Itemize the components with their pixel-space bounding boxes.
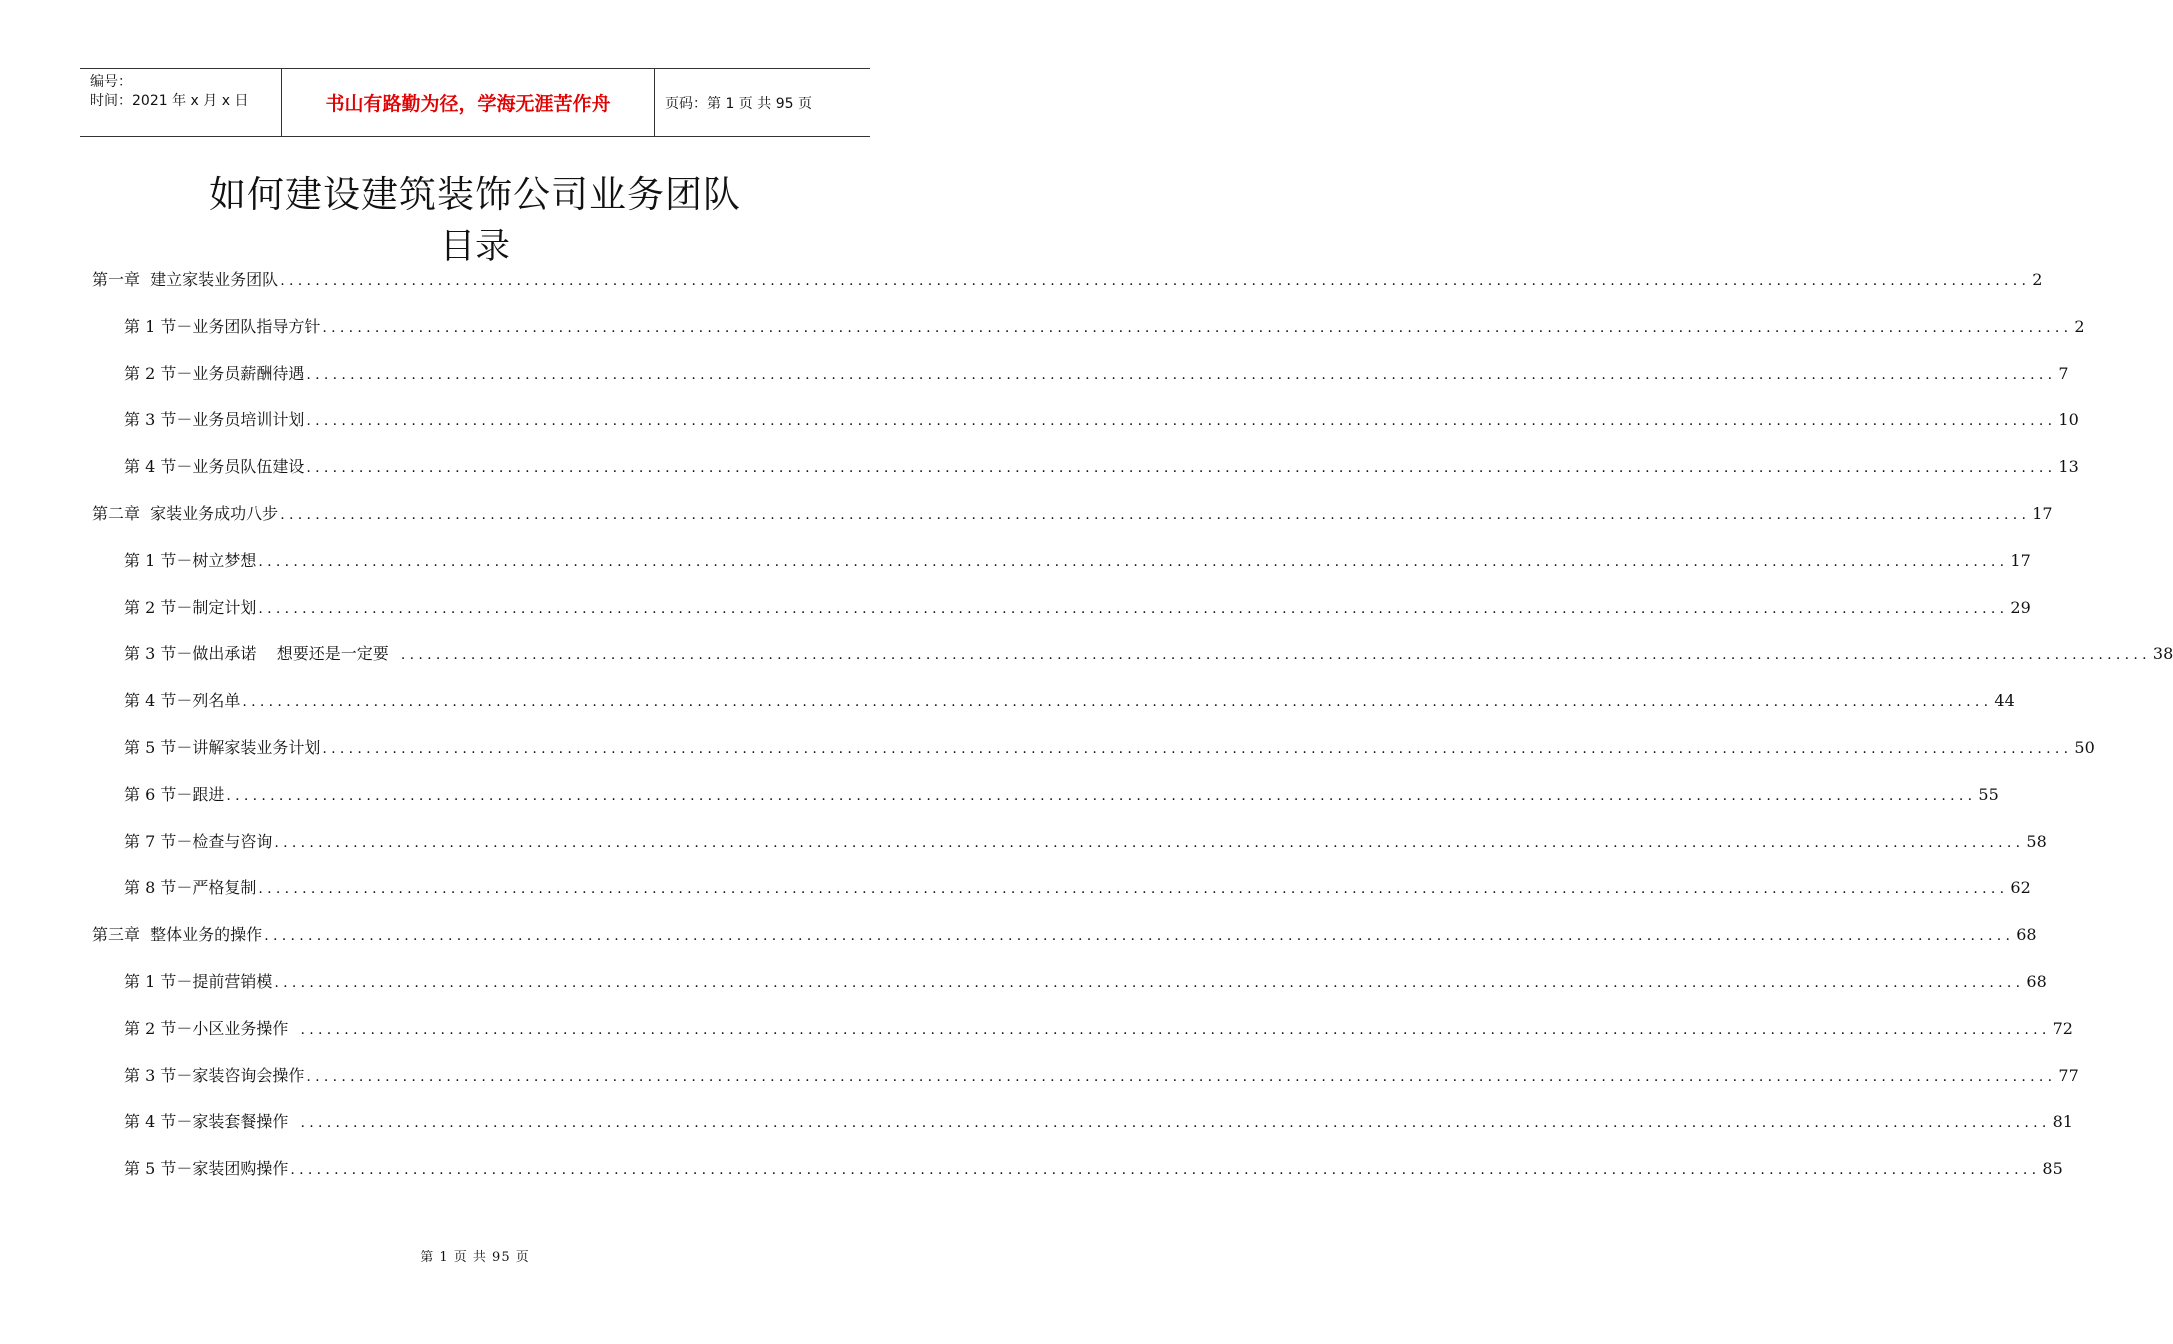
toc-entry-page-number: 44 (1994, 691, 2015, 710)
toc-entry-label: 第 8 节－严格复制 (124, 878, 257, 897)
toc-entry-label: 第 2 节－制定计划 (124, 598, 257, 617)
toc-leader-dots: ........................................................................................................................................................................................................ (274, 975, 2025, 991)
page-footer: 第 1 页 共 95 页 (420, 1250, 530, 1265)
toc-leader-dots: ........................................................................................................................................................................................................ (300, 1115, 2051, 1131)
toc-section-entry[interactable] (124, 1064, 2079, 1088)
toc-entry-label: 第 3 节－做出承诺 想要还是一定要 (124, 644, 399, 663)
page-info-text: 页码：第 1 页 共 95 页 (665, 95, 812, 112)
toc-entry-label: 第 2 节－业务员薪酬待遇 (124, 364, 305, 383)
toc-section-entry[interactable] (124, 689, 2015, 713)
toc-entry-label: 第三章 整体业务的操作 (92, 925, 263, 944)
toc-entry-page-number: 2 (2074, 317, 2085, 336)
header-page-info (655, 69, 870, 136)
header-motto (281, 69, 655, 136)
toc-entry-page-number: 58 (2026, 832, 2047, 851)
toc-entry-page-number: 29 (2010, 598, 2031, 617)
toc-section-entry[interactable] (124, 549, 2031, 573)
toc-leader-dots: ........................................................................................................................................................................................................ (300, 1022, 2051, 1038)
toc-leader-dots: ........................................................................................................................................................................................................ (280, 507, 2031, 523)
toc-section-entry[interactable] (124, 642, 2173, 666)
toc-entry-label: 第 6 节－跟进 (124, 785, 225, 804)
toc-leader-dots: ........................................................................................................................................................................................................ (226, 788, 1977, 804)
page-header (80, 68, 870, 137)
toc-entry-label: 第 3 节－业务员培训计划 (124, 410, 305, 429)
toc-leader-dots: ........................................................................................................................................................................................................ (306, 367, 2057, 383)
toc-entry-page-number: 81 (2052, 1112, 2073, 1131)
document-title: 如何建设建筑装饰公司业务团队 (209, 173, 741, 216)
toc-entry-page-number: 38 (2152, 644, 2173, 663)
toc-entry-page-number: 17 (2010, 551, 2031, 570)
toc-section-entry[interactable] (124, 315, 2085, 339)
toc-entry-page-number: 85 (2042, 1159, 2063, 1178)
toc-leader-dots: ........................................................................................................................................................................................................ (280, 273, 2031, 289)
toc-chapter-entry[interactable] (92, 268, 2043, 292)
toc-leader-dots: ........................................................................................................................................................................................................ (322, 741, 2073, 757)
toc-entry-page-number: 55 (1978, 785, 1999, 804)
toc-entry-label: 第 1 节－提前营销模 (124, 972, 273, 991)
toc-entry-page-number: 77 (2058, 1066, 2079, 1085)
toc-entry-page-number: 68 (2016, 925, 2037, 944)
toc-entry-page-number: 10 (2058, 410, 2079, 429)
toc-leader-dots: ........................................................................................................................................................................................................ (264, 928, 2015, 944)
toc-section-entry[interactable] (124, 830, 2047, 854)
toc-leader-dots: ........................................................................................................................................................................................................ (274, 835, 2025, 851)
toc-section-entry[interactable] (124, 783, 1999, 807)
toc-chapter-entry[interactable] (92, 502, 2053, 526)
toc-leader-dots: ........................................................................................................................................................................................................ (306, 1069, 2057, 1085)
toc-section-entry[interactable] (124, 1017, 2073, 1041)
toc-entry-label: 第 3 节－家装咨询会操作 (124, 1066, 305, 1085)
toc-section-entry[interactable] (124, 362, 2069, 386)
toc-entry-label: 第 1 节－业务团队指导方针 (124, 317, 321, 336)
toc-leader-dots: ........................................................................................................................................................................................................ (258, 554, 2009, 570)
document-time-label: 时间：2021 年 x 月 x 日 (90, 93, 249, 109)
document-number-label: 编号： (90, 74, 132, 90)
toc-leader-dots: ........................................................................................................................................................................................................ (322, 320, 2073, 336)
toc-entry-page-number: 68 (2026, 972, 2047, 991)
toc-section-entry[interactable] (124, 736, 2095, 760)
toc-entry-label: 第二章 家装业务成功八步 (92, 504, 279, 523)
toc-entry-page-number: 13 (2058, 457, 2079, 476)
toc-entry-label: 第 4 节－业务员队伍建设 (124, 457, 305, 476)
toc-entry-page-number: 2 (2032, 270, 2043, 289)
toc-entry-label: 第 1 节－树立梦想 (124, 551, 257, 570)
toc-leader-dots: ........................................................................................................................................................................................................ (306, 460, 2057, 476)
toc-section-entry[interactable] (124, 596, 2031, 620)
toc-entry-label: 第 4 节－列名单 (124, 691, 241, 710)
toc-leader-dots: ........................................................................................................................................................................................................ (400, 647, 2151, 663)
toc-leader-dots: ........................................................................................................................................................................................................ (306, 413, 2057, 429)
toc-leader-dots: ........................................................................................................................................................................................................ (258, 601, 2009, 617)
toc-chapter-entry[interactable] (92, 923, 2037, 947)
toc-entry-label: 第 5 节－讲解家装业务计划 (124, 738, 321, 757)
toc-entry-page-number: 62 (2010, 878, 2031, 897)
toc-section-entry[interactable] (124, 1157, 2063, 1181)
toc-entry-page-number: 7 (2058, 364, 2069, 383)
toc-entry-label: 第一章 建立家装业务团队 (92, 270, 279, 289)
motto-text: 书山有路勤为径，学海无涯苦作舟 (325, 93, 611, 115)
toc-leader-dots: ........................................................................................................................................................................................................ (258, 881, 2009, 897)
toc-heading: 目录 (439, 227, 510, 267)
toc-section-entry[interactable] (124, 1110, 2073, 1134)
toc-entry-label: 第 5 节－家装团购操作 (124, 1159, 289, 1178)
toc-entry-label: 第 7 节－检查与咨询 (124, 832, 273, 851)
toc-leader-dots: ........................................................................................................................................................................................................ (242, 694, 1993, 710)
toc-entry-label: 第 2 节－小区业务操作 (124, 1019, 299, 1038)
toc-section-entry[interactable] (124, 876, 2031, 900)
toc-section-entry[interactable] (124, 970, 2047, 994)
toc-entry-page-number: 17 (2032, 504, 2053, 523)
header-meta (80, 69, 281, 136)
toc-entry-page-number: 72 (2052, 1019, 2073, 1038)
toc-entry-page-number: 50 (2074, 738, 2095, 757)
toc-leader-dots: ........................................................................................................................................................................................................ (290, 1162, 2041, 1178)
toc-section-entry[interactable] (124, 455, 2079, 479)
toc-section-entry[interactable] (124, 408, 2079, 432)
toc-entry-label: 第 4 节－家装套餐操作 (124, 1112, 299, 1131)
